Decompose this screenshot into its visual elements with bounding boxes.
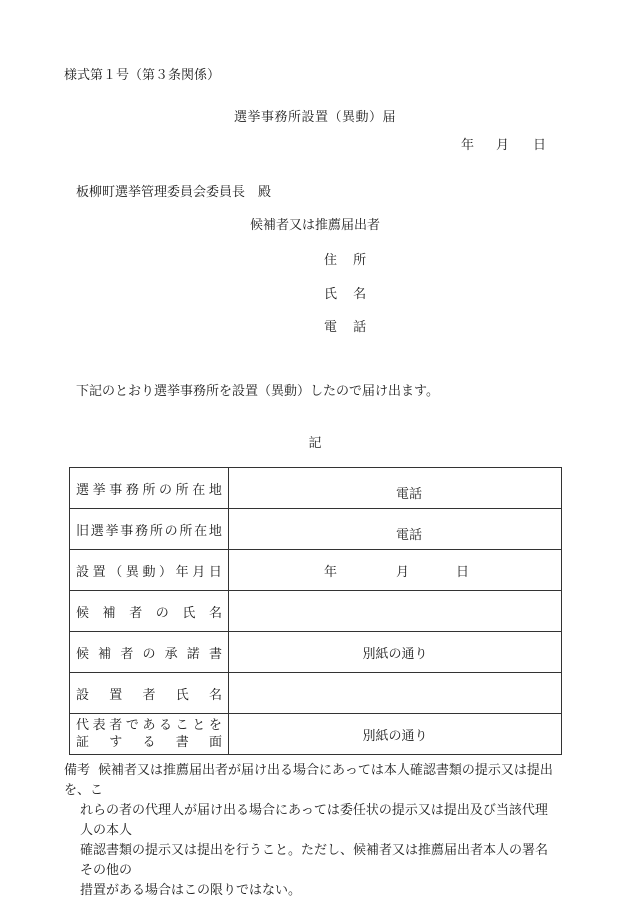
row-label-installer-name: 設 置 者 氏 名 <box>70 673 229 714</box>
remarks-prefix: 備考 <box>64 763 91 778</box>
date-year-label: 年 <box>461 138 475 153</box>
row-value-old-office-location[interactable]: 電話 <box>229 509 562 550</box>
table-row <box>70 673 562 714</box>
row-value-candidate-name[interactable] <box>229 591 562 632</box>
records-table <box>69 467 562 755</box>
remarks-line-1: 候補者又は推薦届出者が届け出る場合にあっては本人確認書類の提示又は提出を、こ <box>64 763 553 798</box>
table-row <box>70 550 562 591</box>
row-label-candidate-consent: 候 補 者 の 承 諾 書 <box>70 632 229 673</box>
row-label-representative-proof: 代 表 者 で あ る こ と を 証 す る 書 面 <box>70 714 229 755</box>
addressee: 板柳町選挙管理委員会委員長 殿 <box>76 185 272 200</box>
row-value-setup-date[interactable] <box>229 550 562 591</box>
applicant-heading: 候補者又は推薦届出者 <box>249 218 380 233</box>
table-row <box>70 509 562 550</box>
table-row <box>70 591 562 632</box>
setup-year-label: 年 <box>324 564 338 580</box>
applicant-phone-label: 電 話 <box>324 320 373 335</box>
row-value-representative-proof: 別紙の通り <box>229 714 562 755</box>
document-title: 選挙事務所設置（異動）届 <box>233 110 396 125</box>
setup-month-label: 月 <box>396 564 410 580</box>
row-label-old-office-location: 旧 選 挙 事 務 所 の 所 在 地 <box>70 509 229 550</box>
row-label-setup-date: 設 置 （ 異 動 ） 年 月 日 <box>70 550 229 591</box>
row-value-installer-name[interactable] <box>229 673 562 714</box>
row-label-office-location: 選 挙 事 務 所 の 所 在 地 <box>70 468 229 509</box>
setup-day-label: 日 <box>456 564 470 580</box>
statement: 下記のとおり選挙事務所を設置（異動）したので届け出ます。 <box>76 384 439 399</box>
row-value-candidate-consent: 別紙の通り <box>229 632 562 673</box>
table-row <box>70 468 562 509</box>
row-label-candidate-name: 候 補 者 の 氏 名 <box>70 591 229 632</box>
row-value-office-location[interactable]: 電話 <box>229 468 562 509</box>
remarks-line-4: 措置がある場合はこの限りではない。 <box>80 883 302 898</box>
ki-heading: 記 <box>308 436 322 451</box>
remarks-line-3: 確認書類の提示又は提出を行うこと。ただし、候補者又は推薦届出者本人の署名その他の <box>80 843 549 878</box>
table-row <box>70 714 562 755</box>
form-number: 様式第１号（第３条関係） <box>64 68 221 83</box>
remarks-line-2: れらの者の代理人が届け出る場合にあっては委任状の提示又は提出及び当該代理人の本人 <box>80 803 548 838</box>
applicant-name-label: 氏 名 <box>324 287 373 302</box>
remarks <box>64 761 560 901</box>
date-day-label: 日 <box>533 138 547 153</box>
table-row <box>70 632 562 673</box>
applicant-address-label: 住 所 <box>324 253 373 268</box>
date-month-label: 月 <box>496 138 510 153</box>
